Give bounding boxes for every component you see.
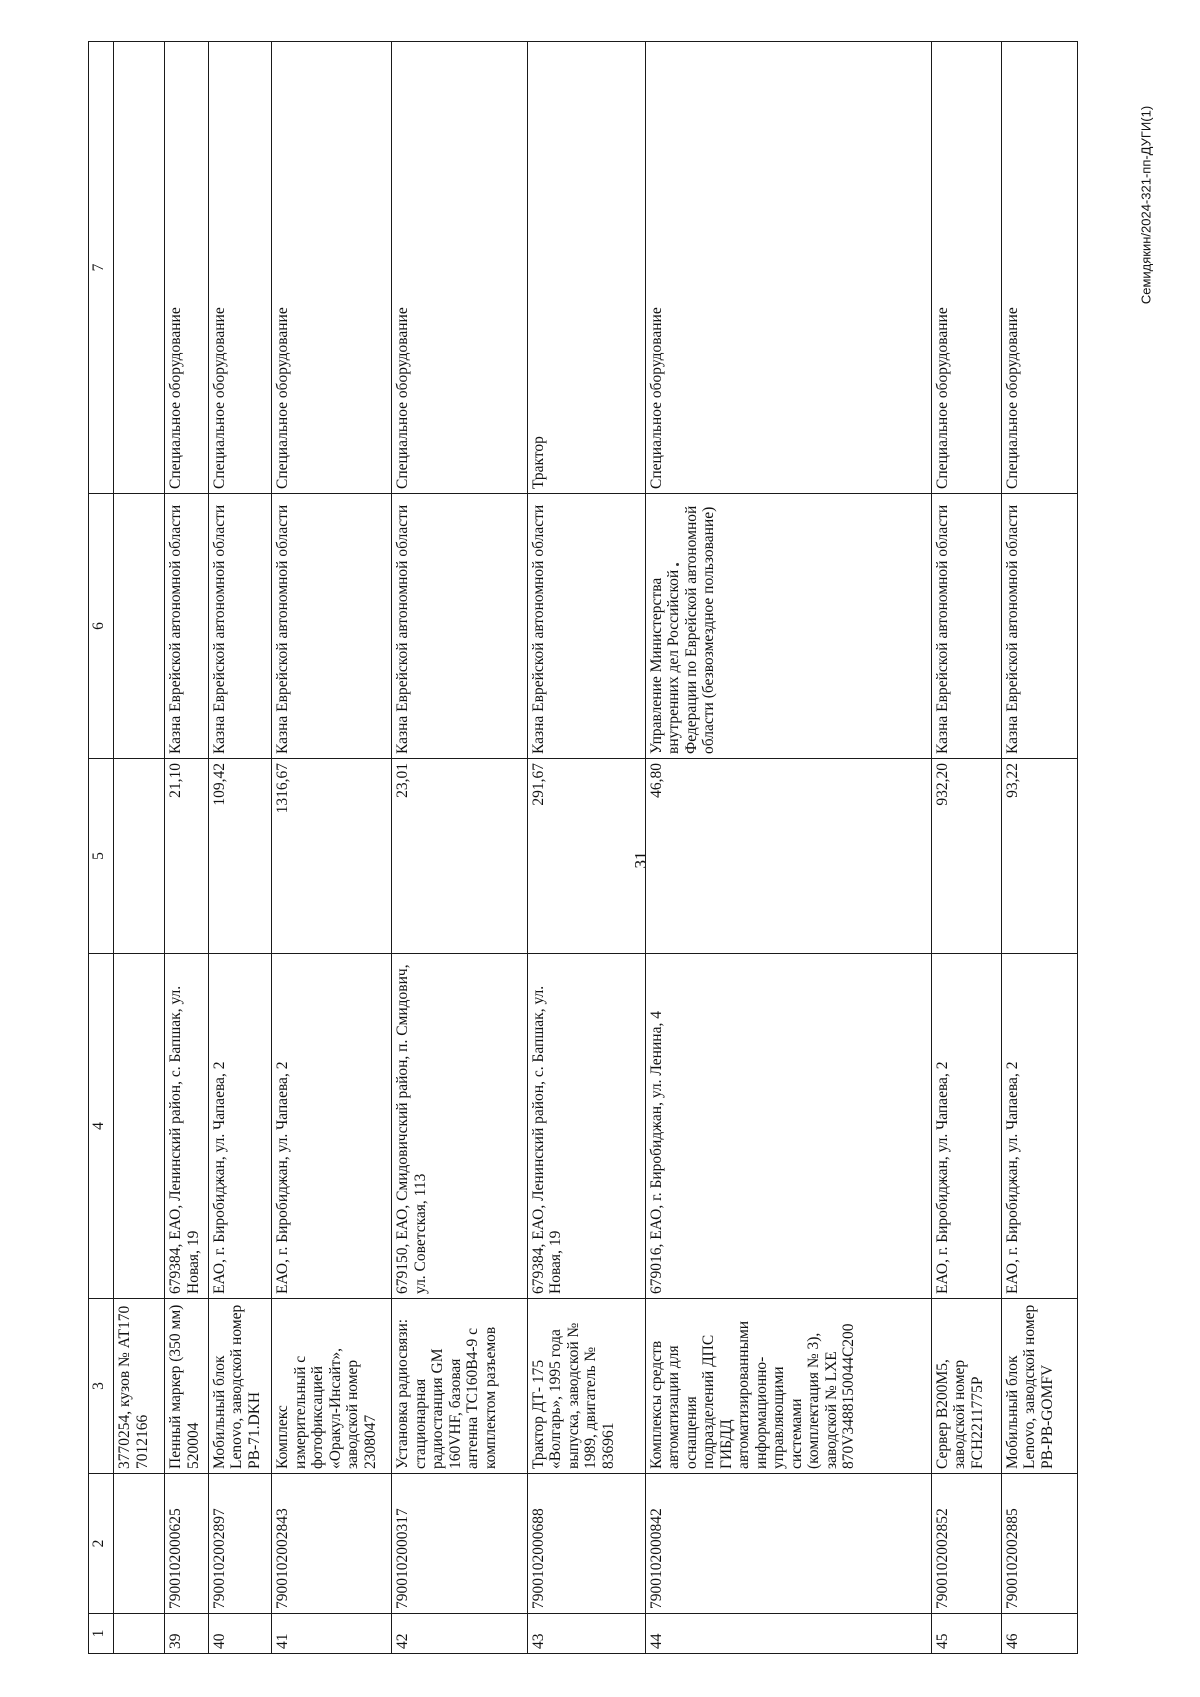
item-holder: Казна Еврейской автономной области	[931, 494, 1001, 759]
row-number: 39	[165, 1614, 209, 1654]
item-value: 1316,67	[272, 759, 392, 954]
inventory-number: 7900102000688	[527, 1474, 645, 1614]
row-number: 46	[1001, 1614, 1078, 1654]
row-number: 42	[392, 1614, 527, 1654]
item-address: 679384, ЕАО, Ленинский район, с. Бапшак, ул. Новая, 19	[527, 954, 645, 1299]
item-type: Специальное оборудование	[392, 42, 527, 494]
item-address: ЕАО, г. Биробиджан, ул. Чапаева, 2	[1001, 954, 1078, 1299]
item-value: 109,42	[208, 759, 271, 954]
column-header-7: 7	[89, 42, 114, 494]
row-number: 45	[931, 1614, 1001, 1654]
column-header-1: 1	[89, 1614, 114, 1654]
document-footer-code: Семидякин/2024-321-пп-ДУГИ(1)	[1138, 105, 1154, 305]
item-name: Сервер B200M5, заводской номер FCH2211775P	[931, 1299, 1001, 1474]
item-address: ЕАО, г. Биробиджан, ул. Чапаева, 2	[208, 954, 271, 1299]
item-type: Специальное оборудование	[645, 42, 931, 494]
row-number: 40	[208, 1614, 271, 1654]
column-header-6: 6	[89, 494, 114, 759]
item-address: 679016, ЕАО, г. Биробиджан, ул. Ленина, 4	[645, 954, 931, 1299]
item-value: 23,01	[392, 759, 527, 954]
item-type: Специальное оборудование	[1001, 42, 1078, 494]
item-name: Трактор ДТ- 175 «Волгарь», 1995 года выпуска, заводской № 1989, двигатель № 836961	[527, 1299, 645, 1474]
item-holder: Казна Еврейской автономной области	[208, 494, 271, 759]
property-table	[88, 41, 1078, 1654]
column-header-3: 3	[89, 1299, 114, 1474]
item-holder: Казна Еврейской автономной области	[272, 494, 392, 759]
item-name: Мобильный блок Lenovo, заводской номер PB-71.DKH	[208, 1299, 271, 1474]
table-row	[392, 42, 527, 1654]
row-number: 41	[272, 1614, 392, 1654]
item-name: Мобильный блок Lenovo, заводской номер PB-PB-GOMFV	[1001, 1299, 1078, 1474]
item-value: 93,22	[1001, 759, 1078, 954]
header-row	[89, 42, 114, 1654]
column-header-5: 5	[89, 759, 114, 954]
property-table-wrapper	[88, 42, 1078, 1654]
continuation-description: 3770254, кузов № АТ170 7012166	[114, 1299, 165, 1474]
inventory-number: 7900102002843	[272, 1474, 392, 1614]
item-value: 932,20	[931, 759, 1001, 954]
item-type: Специальное оборудование	[931, 42, 1001, 494]
item-name: Комплекс измерительный с фотофиксацией «Оракул-Инсайт», заводской номер 2308047	[272, 1299, 392, 1474]
item-type: Трактор	[527, 42, 645, 494]
page-number: 31	[631, 851, 650, 869]
table-row	[208, 42, 271, 1654]
inventory-number: 7900102000625	[165, 1474, 209, 1614]
item-name: Комплексы средств автоматизации для оснащения подразделений ДПС ГИБДД автоматизированными информационно-управляющими системами (комплектация № 3), заводской № LXE 870V3488150044C200	[645, 1299, 931, 1474]
item-type: Специальное оборудование	[165, 42, 209, 494]
table-row	[527, 42, 645, 1654]
item-value: 291,67	[527, 759, 645, 954]
table-row	[272, 42, 392, 1654]
item-address: ЕАО, г. Биробиджан, ул. Чапаева, 2	[931, 954, 1001, 1299]
item-holder: Казна Еврейской автономной области	[165, 494, 209, 759]
item-type: Специальное оборудование	[272, 42, 392, 494]
item-address: 679150, ЕАО, Смидовичский район, п. Смидович, ул. Советская, 113	[392, 954, 527, 1299]
continuation-row	[114, 42, 165, 1654]
item-holder: Казна Еврейской автономной области	[1001, 494, 1078, 759]
item-type: Специальное оборудование	[208, 42, 271, 494]
item-name: Установка радиосвязи: стационарная радиостанция GM 160VHF, базовая антенна TC160B4-9 с комплектом разъемов	[392, 1299, 527, 1474]
inventory-number: 7900102002897	[208, 1474, 271, 1614]
item-address: ЕАО, г. Биробиджан, ул. Чапаева, 2	[272, 954, 392, 1299]
item-name: Пенный маркер (350 мм) 520004	[165, 1299, 209, 1474]
column-header-4: 4	[89, 954, 114, 1299]
table-row	[1001, 42, 1078, 1654]
item-value: 46,80	[645, 759, 931, 954]
item-holder: Управление Министерства внутренних дел Российской Федерации по Еврейской автономной области (безвозмездное пользование)	[645, 494, 931, 759]
item-holder: Казна Еврейской автономной области	[392, 494, 527, 759]
column-header-2: 2	[89, 1474, 114, 1614]
row-number: 44	[645, 1614, 931, 1654]
table-row	[931, 42, 1001, 1654]
inventory-number: 7900102002885	[1001, 1474, 1078, 1614]
item-holder: Казна Еврейской автономной области	[527, 494, 645, 759]
item-value: 21,10	[165, 759, 209, 954]
inventory-number: 7900102002852	[931, 1474, 1001, 1614]
row-number: 43	[527, 1614, 645, 1654]
inventory-number: 7900102000317	[392, 1474, 527, 1614]
inventory-number: 7900102000842	[645, 1474, 931, 1614]
item-address: 679384, ЕАО, Ленинский район, с. Бапшак, ул. Новая, 19	[165, 954, 209, 1299]
table-row	[645, 42, 931, 1654]
table-row	[165, 42, 209, 1654]
